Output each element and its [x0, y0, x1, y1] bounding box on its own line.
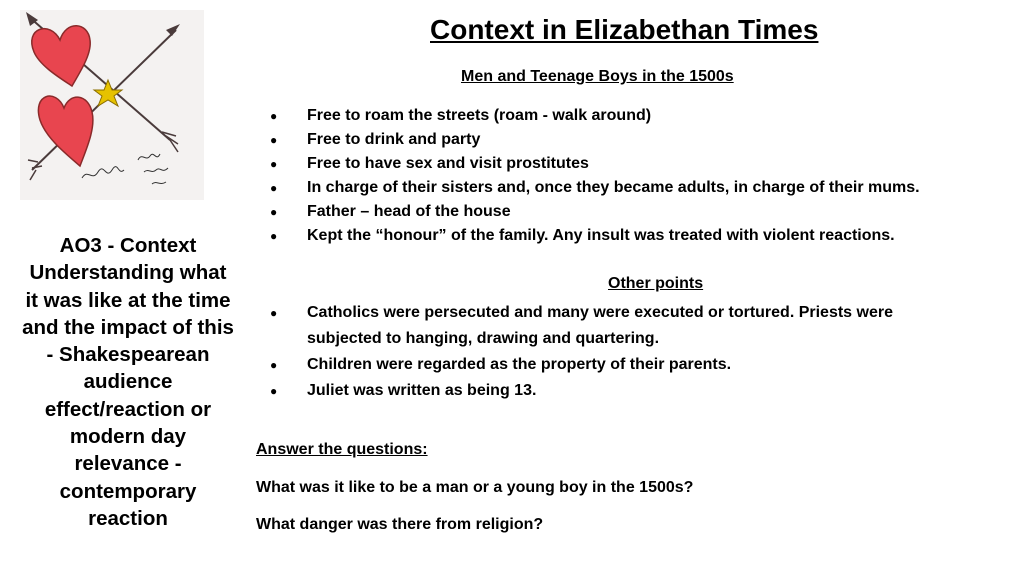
list-item: ● Father – head of the house	[268, 200, 1007, 224]
other-points-heading: Other points	[608, 275, 704, 292]
men-section-heading: Men and Teenage Boys in the 1500s	[461, 68, 734, 85]
men-bullet-list	[268, 104, 1007, 248]
list-item: ● Catholics were persecuted and many were executed or tortured. Priests were subjected to hanging, drawing and quartering.	[268, 300, 967, 352]
crossed-arrows-hearts-icon	[20, 10, 204, 200]
question-2: What danger was there from religion?	[256, 516, 544, 533]
ao3-context-note: AO3 - Context Understanding what it was like at the time and the impact of this - Shakespearean audience effect/reaction or modern day relevance - contemporary reaction	[22, 234, 234, 530]
list-item: ● Children were regarded as the property of their parents.	[268, 352, 967, 378]
page-title: Context in Elizabethan Times	[430, 14, 819, 45]
list-item: ● Free to drink and party	[268, 128, 1007, 152]
other-points-list	[268, 300, 967, 404]
list-item: ● In charge of their sisters and, once they became adults, in charge of their mums.	[268, 176, 1007, 200]
list-item: ● Kept the “honour” of the family. Any insult was treated with violent reactions.	[268, 224, 1007, 248]
questions-heading: Answer the questions:	[256, 441, 428, 458]
crossed-arrows-hearts-image	[20, 10, 204, 200]
list-item: ● Juliet was written as being 13.	[268, 378, 967, 404]
list-item: ● Free to roam the streets (roam - walk around)	[268, 104, 1007, 128]
question-1: What was it like to be a man or a young boy in the 1500s?	[256, 479, 694, 496]
list-item: ● Free to have sex and visit prostitutes	[268, 152, 1007, 176]
